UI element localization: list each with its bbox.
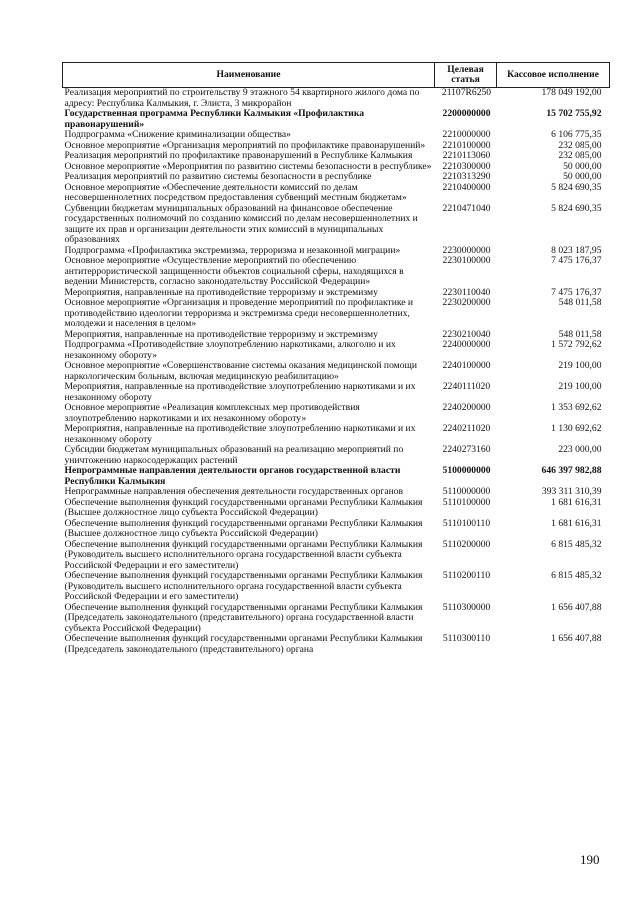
row-cash-execution: 6 815 485,32: [551, 570, 602, 581]
row-name: Государственная программа Республики Калмыкия «Профилактика правонарушений»: [64, 108, 364, 130]
row-name: Обеспечение выполнения функций государственными органами Республики Калмыкия (Председатель законодательного (представительного) органа: [64, 633, 423, 655]
table-row: [63, 361, 610, 382]
row-name: Основное мероприятие «Совершенствование системы оказания медицинской помощи наркологическим больным, включая медицинскую реабилитацию»: [64, 360, 418, 382]
budget-execution-table: [62, 62, 610, 655]
row-cash-execution: 7 475 176,37: [551, 255, 602, 266]
table-row: [63, 571, 610, 603]
row-cash-execution: 1 353 692,62: [551, 402, 602, 413]
table-row: [63, 183, 610, 204]
row-target-article: 5110000000: [442, 486, 491, 497]
table-row: [63, 519, 610, 540]
row-cash-execution: 8 023 187,95: [551, 244, 602, 256]
row-name: Мероприятия, направленные на противодействие злоупотреблению наркотиками и их незаконному обороту: [64, 381, 416, 403]
table-row: [63, 151, 610, 162]
row-name: Основное мероприятие «Организация и проведение мероприятий по профилактике и противодействию идеологии терроризма и экстремизма среди несовершеннолетних, молодежи и населения в целом»: [64, 297, 414, 329]
row-target-article: 2230210040: [442, 328, 491, 340]
row-name: Основное мероприятие «Осуществление мероприятий по обеспечению антитеррористической защищенности объектов социальной сферы, находящихся в ведении Министерств, согласно законодательству Российской Федерации»: [64, 255, 404, 287]
row-name: Субвенции бюджетам муниципальных образований на финансовое обеспечение государственных полномочий по созданию комиссий по делам несовершеннолетних и защите их прав и организации деятельности этих комиссий в муниципальных образованиях: [64, 202, 418, 245]
row-name: Субсидии бюджетам муниципальных образований на реализацию мероприятий по уничтожению наркосодержащих растений: [64, 444, 404, 466]
row-name: Обеспечение выполнения функций государственными органами Республики Калмыкия (Высшее должностное лицо субъекта Российской Федерации): [64, 496, 423, 518]
row-target-article: 2240200000: [442, 402, 491, 413]
row-target-article: 21107R6250: [441, 87, 492, 98]
table-row: [63, 424, 610, 445]
row-target-article: 5110100000: [442, 496, 491, 508]
row-name: Обеспечение выполнения функций государственными органами Республики Калмыкия (Руководитель высшего исполнительного органа государственной власти субъекта Российской Федерации и его заместители): [64, 538, 423, 571]
row-name: Основное мероприятие «Организация мероприятий по профилактике правонарушений»: [64, 139, 426, 151]
row-target-article: 2210113060: [442, 150, 491, 161]
table-row: [63, 445, 610, 466]
row-cash-execution: 1 681 616,31: [551, 517, 602, 529]
row-cash-execution: 232 085,00: [558, 150, 602, 161]
table-row: [63, 256, 610, 288]
page-number: 190: [580, 852, 600, 867]
table-row: [63, 88, 610, 110]
table-row: [63, 109, 610, 130]
table-header: [63, 63, 610, 88]
row-name: Мероприятия, направленные на противодействие злоупотреблению наркотиками и их незаконному обороту: [64, 423, 416, 445]
row-target-article: 2240000000: [442, 339, 491, 350]
row-cash-execution: 1 656 407,88: [551, 601, 602, 613]
table-row: [63, 403, 610, 424]
row-target-article: 2210000000: [442, 129, 491, 140]
table-row: [63, 603, 610, 635]
row-name: Подпрограмма «Противодействие злоупотреблению наркотиками, алкоголю и их незаконному обороту»: [64, 339, 396, 361]
row-name: Непрограммные направления деятельности органов государственной власти Республики Калмыкия: [64, 465, 401, 487]
row-target-article: 5110300110: [442, 633, 491, 644]
row-name: Реализация мероприятий по развитию системы безопасности в республике: [64, 171, 372, 182]
row-cash-execution: 1 130 692,62: [551, 423, 602, 434]
table-row: [63, 540, 610, 572]
row-target-article: 2230200000: [442, 297, 491, 308]
row-target-article: 2240273160: [442, 444, 491, 455]
table-row: [63, 130, 610, 141]
row-target-article: 5100000000: [442, 465, 491, 476]
table-row: [63, 498, 610, 519]
row-name: Подпрограмма «Снижение криминализации общества»: [64, 129, 291, 140]
row-name: Реализация мероприятий по строительству 9 этажного 54 квартирного жилого дома по адресу: Республика Калмыкия, г. Элиста, 3 микрорайон: [64, 87, 420, 109]
row-name: Основное мероприятие «Обеспечение деятельности комиссий по делам несовершеннолетних посредством предоставления субвенций местным бюджетам»: [64, 181, 407, 203]
row-name: Обеспечение выполнения функций государственными органами Республики Калмыкия (Руководитель высшего исполнительного органа государственной власти субъекта Российской Федерации и его заместители): [64, 570, 423, 602]
row-cash-execution: 646 397 982,88: [541, 465, 602, 476]
row-target-article: 2210300000: [442, 160, 491, 172]
budget-table-container: [62, 62, 609, 655]
row-cash-execution: 50 000,00: [563, 160, 602, 172]
row-target-article: 2240111020: [442, 381, 491, 392]
row-name: Обеспечение выполнения функций государственными органами Республики Калмыкия (Председатель законодательного (представительного) органа государственной власти субъекта Российской Федерации): [64, 601, 423, 634]
row-target-article: 5110200000: [442, 538, 491, 550]
table-body: [63, 88, 610, 656]
table-row: [63, 487, 610, 498]
row-name: Основное мероприятие «Мероприятия по развитию системы безопасности в республике»: [64, 160, 432, 172]
table-row: [63, 382, 610, 403]
row-cash-execution: 219 100,00: [558, 360, 602, 371]
row-cash-execution: 232 085,00: [558, 139, 602, 151]
header-name: Наименование: [63, 63, 435, 88]
row-name: Мероприятия, направленные на противодействие терроризму и экстремизму: [64, 286, 378, 298]
row-cash-execution: 1 681 616,31: [551, 496, 602, 508]
row-target-article: 2230110040: [442, 286, 491, 298]
row-target-article: 2230000000: [442, 244, 491, 256]
row-name: Реализация мероприятий по профилактике правонарушений в Республике Калмыкия: [64, 150, 413, 161]
row-cash-execution: 393 311 310,39: [541, 486, 602, 497]
row-name: Мероприятия, направленные на противодействие терроризму и экстремизму: [64, 328, 378, 340]
row-target-article: 2210313290: [442, 171, 491, 182]
table-row: [63, 634, 610, 655]
row-cash-execution: 5 824 690,35: [551, 181, 602, 193]
row-cash-execution: 178 049 192,00: [541, 87, 602, 98]
row-target-article: 5110200110: [442, 570, 491, 581]
row-cash-execution: 15 702 755,92: [546, 108, 602, 119]
row-cash-execution: 5 824 690,35: [551, 202, 602, 214]
row-cash-execution: 1 572 792,62: [551, 339, 602, 350]
row-cash-execution: 219 100,00: [558, 381, 602, 392]
row-target-article: 2210471040: [442, 202, 491, 214]
row-cash-execution: 548 011,58: [558, 297, 602, 308]
row-target-article: 5110100110: [442, 517, 491, 529]
table-row: [63, 340, 610, 361]
row-target-article: 5110300000: [442, 601, 491, 613]
table-row: [63, 466, 610, 487]
header-cash-execution: Кассовое исполнение: [497, 63, 610, 88]
row-target-article: 2210400000: [442, 181, 491, 193]
row-cash-execution: 6 106 775,35: [551, 129, 602, 140]
row-cash-execution: 6 815 485,32: [551, 538, 602, 550]
row-cash-execution: 7 475 176,37: [551, 286, 602, 298]
row-cash-execution: 548 011,58: [558, 328, 602, 340]
table-row: [63, 204, 610, 246]
row-cash-execution: 1 656 407,88: [551, 633, 602, 644]
row-target-article: 2230100000: [442, 255, 491, 266]
header-target-article: Целевая статья: [435, 63, 497, 88]
row-name: Непрограммные направления обеспечения деятельности государственных органов: [64, 486, 404, 497]
row-cash-execution: 223 000,00: [558, 444, 602, 455]
table-row: [63, 298, 610, 330]
row-cash-execution: 50 000,00: [563, 171, 602, 182]
table-row: [63, 172, 610, 183]
row-target-article: 2210100000: [442, 139, 491, 151]
row-name: Основное мероприятие «Реализация комплексных мер противодействия злоупотреблению наркотиками и их незаконному обороту»: [64, 402, 360, 424]
row-target-article: 2240211020: [442, 423, 491, 434]
row-name: Обеспечение выполнения функций государственными органами Республики Калмыкия (Высшее должностное лицо субъекта Российской Федерации): [64, 517, 423, 539]
row-name: Подпрограмма «Профилактика экстремизма, терроризма и незаконной миграции»: [64, 244, 401, 256]
row-target-article: 2200000000: [442, 108, 491, 119]
row-target-article: 2240100000: [442, 360, 491, 371]
